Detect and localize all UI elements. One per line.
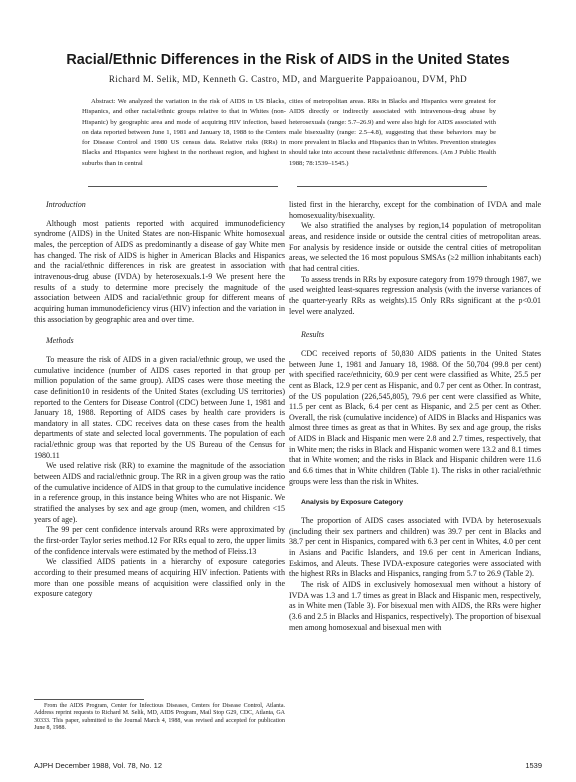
methods-paragraph-5: listed first in the hierarchy, except for the combination of IVDA and male homosexuality/bisexuality.: [289, 200, 541, 220]
abstract-text-left: Abstract: We analyzed the variation in the risk of AIDS in US Blacks, Hispanics, and other racial/ethnic groups relative to that in Whites (non-Hispanic) by geographic area and mode of acquiring HIV infection, based on data reported between June 1, 1981 and January 18, 1988 to the Centers for Disease Control and 1980 US census data. Relative risks (RRs) in Blacks and Hispanics were highest in the northeast region, and highest in suburbs than in central: [82, 98, 286, 167]
author-list: Richard M. Selik, MD, Kenneth G. Castro, MD, and Marguerite Pappaioanou, DVM, PhD: [108, 74, 468, 84]
exposure-paragraph-1: The proportion of AIDS cases associated with IVDA by heterosexuals (including their sex partners and children) was 39.7 per cent in Blacks and 38.7 per cent in Hispanics, compared with 6.3 per cent in Whites, 4.0 per cent in Asians and Pacific Islanders, and 19.6 per cent in American Indians, Eskimos, and Aleuts. These IVDA-exposure categories were associated with the highest RRs in Blacks and Hispanics, ranging from 5.7 to 26.9 (Table 2).: [289, 516, 541, 579]
abstract-right: [289, 97, 496, 169]
journal-footer: AJPH December 1988, Vol. 78, No. 12: [34, 761, 162, 770]
footnote-divider: [34, 699, 144, 700]
left-column: [34, 200, 285, 600]
methods-paragraph-1: To measure the risk of AIDS in a given racial/ethnic group, we used the cumulative incidence (number of AIDS cases reported in that group per million population of the same group). AIDS cases were those meeting the case definition10 in residents of the United States (excluding US territories) reported to the Centers for Disease Control (CDC) between June 1, 1981 and January 18, 1988. Reporting of AIDS cases by health care providers is mandatory in all states. CDC receives data on these cases from the health departments of state and selected local governments. The population of each racial/ethnic group was that reported by the US Bureau of the Census for 1980.11: [34, 354, 285, 460]
introduction-heading: Introduction: [46, 200, 86, 209]
page-number: 1539: [525, 761, 542, 770]
footnote-text: From the AIDS Program, Center for Infectious Diseases, Centers for Disease Control, Atlanta. Address reprint requests to Richard M. Selik, MD, AIDS Program, Mail Stop G29, CDC, Atlanta, GA 30333. This paper, submitted to the Journal March 4, 1988, was revised and accepted for publication June 8, 1988.: [34, 703, 285, 731]
results-heading: Results: [301, 330, 325, 340]
exposure-paragraph-2: The risk of AIDS in exclusively homosexual men without a history of IVDA was 1.3 and 1.7 times as great in Black and Hispanic men, respectively, as in White men (Table 3). For bisexual men with AIDS, the RRs were higher (3.6 and 2.5 in Blacks and Hispanics, respectively). The proportion of bisexual men among homosexual and bisexual men with: [289, 580, 542, 632]
abstract-divider-right: [297, 186, 487, 187]
methods-paragraph-6: We also stratified the analyses by region,14 population of metropolitan areas, and residence inside or outside the central cities of metropolitan areas. For analysis by residence inside or outside the central cities of metropolitan areas, we selected the 16 most populous SMSAs (≥2 million inhabitants each) that had central cities.: [289, 221, 541, 273]
introduction-paragraph: Although most patients reported with acquired immunodeficiency syndrome (AIDS) in the United States are non-Hispanic White homosexual males, the perception of AIDS as predominantly a disease of gay White men has changed. The risk of AIDS is higher in American Blacks and Hispanics and the racial/ethnic differences in risk are greatest in association with intravenous-drug abuse (IVDA) by heterosexuals.1-9 We present here the results of a study to determine more precisely the magnitude of the association between AIDS and racial/ethnic group for different means of acquiring human immunodeficiency virus (HIV) infection and the variation in this association by geographic area and over time.: [34, 218, 285, 324]
methods-heading: Methods: [46, 336, 74, 346]
right-column: [289, 200, 541, 633]
methods-paragraph-3: The 99 per cent confidence intervals around RRs were approximated by the first-order Taylor series method.12 For RRs equal to zero, the upper limits of the confidence intervals were estimated by the method of Fleiss.13: [34, 525, 285, 556]
methods-paragraph-2: We used relative risk (RR) to examine the magnitude of the association between AIDS and racial/ethnic group. The RR in a given group was the ratio of the cumulative incidence of AIDS in that group to the cumulative incidence in a reference group, in this instance being Whites who are not Hispanic. We stratified the analyses by sex and age group (men, women, and children <15 years of age).: [34, 461, 285, 524]
abstract-text-right: cities of metropolitan areas. RRs in Blacks and Hispanics were greatest for AIDS directly or indirectly associated with intravenous-drug abuse by heterosexuals (range: 5.7–26.9) and were also high for AIDS associated with male bisexuality (range: 2.5–4.8), suggesting that these behaviors may be more prevalent in Blacks and Hispanics than in Whites. Prevention strategies should take into account these racial/ethnic differences. (Am J Public Health 1988; 78:1539–1545.): [289, 98, 496, 167]
results-paragraph-1: CDC received reports of 50,830 AIDS patients in the United States between June 1, 1981 and January 18, 1988. Of the 50,704 (99.8 per cent) with specified race/ethnicity, 60.9 per cent were classified as White, 25.5 per cent as Black, 12.9 per cent as Hispanic, and 0.7 per cent as Other. In contrast, of the US population (226,545,805), 79.6 per cent were classified as White, 11.5 per cent as Black, 6.4 per cent as Hispanic, and 2.5 per cent as Other. Overall, the risk (cumulative incidence) of AIDS in Blacks and Hispanics was almost three times as great as that in Whites. By sex and age group, the risks of AIDS in Black and Hispanic men were 2.8 and 2.7 times, respectively, that in White men; the risks in Black and Hispanic women were 13.2 and 8.1 times that in White women; and the risks in Black and Hispanic children were 11.6 and 6.6 times that in White children (Table 1). The risks in other racial/ethnic groups were less than the risk in Whites.: [289, 348, 541, 486]
abstract-left: [82, 97, 286, 169]
methods-paragraph-4: We classified AIDS patients in a hierarchy of exposure categories according to their presumed means of acquiring HIV infection. Patients with more than one possible means of acquisition were classified only in the exposure category: [34, 557, 285, 599]
methods-paragraph-7: To assess trends in RRs by exposure category from 1979 through 1987, we used weighted least-squares regression analysis (with the inverse variances of the quarter-yearly RRs as weights).15 Only RRs significant at the p<0.01 level were analyzed.: [289, 274, 541, 316]
article-title: Racial/Ethnic Differences in the Risk of AIDS in the United States: [66, 52, 510, 68]
author-footnote: [34, 703, 285, 732]
abstract-divider-left: [88, 186, 278, 187]
exposure-category-heading: Analysis by Exposure Category: [301, 499, 403, 507]
